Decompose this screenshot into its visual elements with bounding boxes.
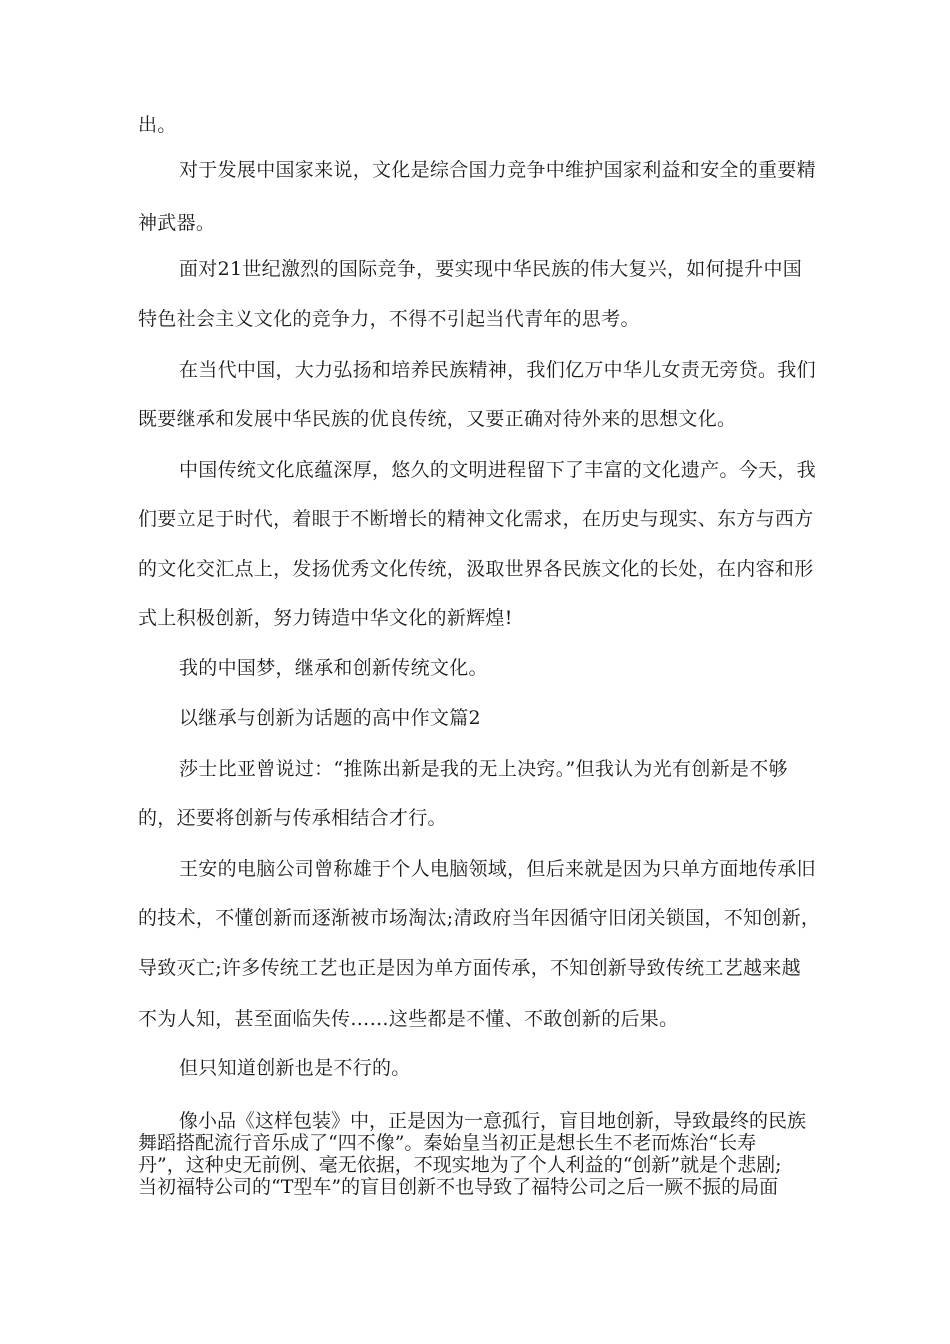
text-line: 舞蹈搭配流行音乐成了“四不像”。秦始皇当初正是想长生不老而炼治“长寿 [138, 1132, 757, 1154]
paragraph-start: 但只知道创新也是不行的。 [179, 1057, 411, 1079]
paragraph-start: 中国传统文化底蕴深厚，悠久的文明进程留下了丰富的文化遗产。今天，我 [179, 459, 816, 481]
dense-paragraph [138, 1110, 810, 1198]
text-line: 当初福特公司的“T型车”的盲目创新不也导致了福特公司之后一厥不振的局面 [138, 1176, 779, 1198]
text-line: 丹”，这种史无前例、毫无依据，不现实地为了个人利益的“创新”就是个悲剧; [138, 1154, 782, 1176]
paragraph-start: 面对21世纪激烈的国际竞争，要实现中华民族的伟大复兴，如何提升中国 [179, 258, 803, 280]
text-line: 特色社会主义文化的竞争力，不得不引起当代青年的思考。 [138, 308, 640, 330]
text-line: 不为人知，甚至面临失传……这些都是不懂、不敢创新的后果。 [138, 1008, 679, 1030]
text-line: 的，还要将创新与传承相结合才行。 [138, 807, 447, 829]
text-line: 导致灭亡;许多传统工艺也正是因为单方面传承，不知创新导致传统工艺越来越 [138, 957, 801, 979]
text-line: 出。 [138, 114, 177, 136]
section-heading: 以继承与创新为话题的高中作文篇2 [179, 707, 481, 729]
text-line: 们要立足于时代，着眼于不断增长的精神文化需求，在历史与现实、东方与西方 [138, 508, 814, 530]
text-line: 神武器。 [138, 212, 216, 234]
paragraph-start: 莎士比亚曾说过：“推陈出新是我的无上决窍。”但我认为光有创新是不够 [179, 758, 788, 780]
paragraph-start: 对于发展中国家来说，文化是综合国力竞争中维护国家利益和安全的重要精 [179, 159, 816, 181]
paragraph-start: 我的中国梦，继承和创新传统文化。 [179, 657, 488, 679]
text-line: 的技术，不懂创新而逐渐被市场淘汰;清政府当年因循守旧闭关锁国，不知创新， [138, 907, 821, 929]
paragraph-start: 王安的电脑公司曾称雄于个人电脑领域，但后来就是因为只单方面地传承旧 [179, 858, 816, 880]
text-line: 既要继承和发展中华民族的优良传统，又要正确对待外来的思想文化。 [138, 408, 737, 430]
text-line: 式上积极创新，努力铸造中华文化的新辉煌! [138, 607, 513, 629]
paragraph-start: 在当代中国，大力弘扬和培养民族精神，我们亿万中华儿女责无旁贷。我们 [179, 359, 816, 381]
paragraph-start: 像小品《这样包装》中，正是因为一意孤行，盲目地创新，导致最终的民族 [179, 1110, 807, 1132]
text-line: 的文化交汇点上，发扬优秀文化传统，汲取世界各民族文化的长处，在内容和形 [138, 558, 814, 580]
